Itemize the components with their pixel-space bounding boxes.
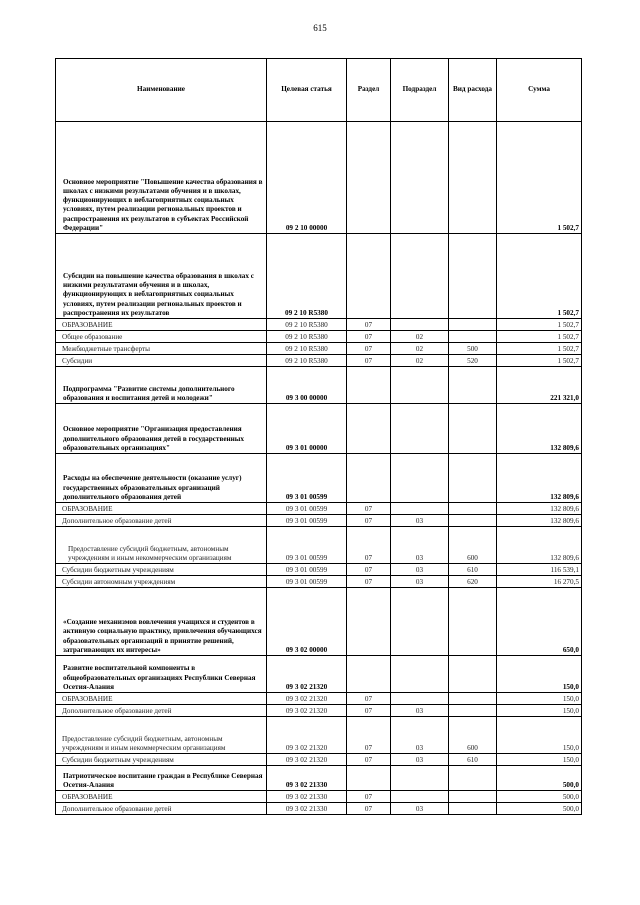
row-sum: 500,0 [497,791,582,803]
row-name: Дополнительное образование детей [56,515,267,527]
table-row [56,656,582,693]
table-header-row [56,59,582,122]
header-target-article: Целевая статья [267,59,347,122]
row-section: 07 [347,331,391,343]
row-sum: 650,0 [497,588,582,656]
row-sum: 150,0 [497,693,582,705]
row-target-article: 09 2 10 R5380 [267,319,347,331]
table-row [56,576,582,588]
row-section: 07 [347,564,391,576]
row-subsection: 02 [391,343,449,355]
row-sum: 1 502,7 [497,234,582,319]
row-target-article: 09 3 02 00000 [267,588,347,656]
row-section: 07 [347,803,391,815]
row-sum: 150,0 [497,754,582,766]
row-subsection: 03 [391,576,449,588]
table-row [56,355,582,367]
row-section [347,656,391,693]
row-section: 07 [347,343,391,355]
row-subsection [391,404,449,454]
row-expense-type: 610 [449,564,497,576]
row-subsection [391,122,449,234]
row-subsection: 02 [391,331,449,343]
row-name: Субсидии на повышение качества образования в школах с низкими результатами обучения и в школах, функционирующих в неблагоприятных социальных условиях, путем реализации региональных проектов и распространения их результатов [56,234,267,319]
table-row [56,234,582,319]
row-expense-type [449,122,497,234]
table-row [56,343,582,355]
header-section: Раздел [347,59,391,122]
row-sum: 132 809,6 [497,454,582,503]
row-name: Субсидии [56,355,267,367]
row-section: 07 [347,754,391,766]
row-name: ОБРАЗОВАНИЕ [56,693,267,705]
row-subsection: 03 [391,705,449,717]
row-name: Патриотическое воспитание граждан в Республике Северная Осетия-Алания [56,766,267,791]
row-section [347,122,391,234]
table-row [56,404,582,454]
row-subsection [391,319,449,331]
row-sum: 150,0 [497,705,582,717]
row-section [347,234,391,319]
row-subsection [391,656,449,693]
header-expense-type: Вид расхода [449,59,497,122]
row-sum: 132 809,6 [497,515,582,527]
row-name: Субсидии бюджетным учреждениям [56,754,267,766]
row-name: Расходы на обеспечение деятельности (оказание услуг) государственных образовательных организаций дополнительного образования детей [56,454,267,503]
row-target-article: 09 3 02 21320 [267,717,347,754]
row-target-article: 09 2 10 R5380 [267,343,347,355]
row-section: 07 [347,576,391,588]
row-sum: 1 502,7 [497,122,582,234]
table-row [56,331,582,343]
row-section: 07 [347,717,391,754]
row-expense-type [449,705,497,717]
row-section [347,588,391,656]
row-sum: 116 539,1 [497,564,582,576]
table-row [56,588,582,656]
row-expense-type [449,515,497,527]
row-section: 07 [347,693,391,705]
row-expense-type [449,803,497,815]
row-target-article: 09 3 01 00599 [267,503,347,515]
table-row [56,791,582,803]
row-target-article: 09 3 02 21330 [267,766,347,791]
table-body [56,122,582,815]
row-target-article: 09 3 02 21330 [267,803,347,815]
row-name: Межбюджетные трансферты [56,343,267,355]
row-sum: 500,0 [497,766,582,791]
row-subsection: 03 [391,754,449,766]
row-target-article: 09 2 10 R5380 [267,355,347,367]
row-name: ОБРАЗОВАНИЕ [56,503,267,515]
row-section: 07 [347,515,391,527]
budget-table [55,58,582,815]
row-section: 07 [347,791,391,803]
row-sum: 132 809,6 [497,527,582,564]
row-expense-type [449,791,497,803]
row-subsection [391,766,449,791]
row-name: «Создание механизмов вовлечения учащихся и студентов в активную социальную практику, привлечения обучающихся образовательных организаций в принятие решений, затрагивающих их интересы» [56,588,267,656]
row-target-article: 09 3 02 21320 [267,656,347,693]
row-section: 07 [347,503,391,515]
row-section [347,454,391,503]
row-sum: 500,0 [497,803,582,815]
row-name: ОБРАЗОВАНИЕ [56,319,267,331]
row-expense-type: 610 [449,754,497,766]
row-sum: 132 809,6 [497,503,582,515]
row-sum: 221 321,0 [497,367,582,404]
row-expense-type [449,319,497,331]
row-name: Предоставление субсидий бюджетным, автономным учреждениям и иным некоммерческим организациям [56,717,267,754]
row-sum: 1 502,7 [497,355,582,367]
table-row [56,717,582,754]
row-target-article: 09 3 02 21330 [267,791,347,803]
row-target-article: 09 3 01 00599 [267,564,347,576]
table-row [56,367,582,404]
row-section: 07 [347,319,391,331]
row-expense-type [449,454,497,503]
row-subsection: 03 [391,564,449,576]
header-subsection: Подраздел [391,59,449,122]
row-target-article: 09 3 02 21320 [267,754,347,766]
row-expense-type [449,234,497,319]
row-sum: 1 502,7 [497,319,582,331]
header-name: Наименование [56,59,267,122]
row-name: Общее образование [56,331,267,343]
row-subsection: 03 [391,803,449,815]
row-expense-type [449,503,497,515]
row-target-article: 09 3 01 00599 [267,515,347,527]
row-subsection: 03 [391,527,449,564]
row-target-article: 09 3 01 00599 [267,527,347,564]
row-section: 07 [347,355,391,367]
table-row [56,766,582,791]
row-subsection: 02 [391,355,449,367]
row-name: Субсидии автономным учреждениям [56,576,267,588]
page-number: 615 [313,23,327,33]
row-target-article: 09 3 01 00599 [267,454,347,503]
header-sum: Сумма [497,59,582,122]
row-expense-type [449,588,497,656]
row-sum: 132 809,6 [497,404,582,454]
row-target-article: 09 3 00 00000 [267,367,347,404]
row-subsection: 03 [391,515,449,527]
row-subsection [391,454,449,503]
row-target-article: 09 3 02 21320 [267,693,347,705]
row-section [347,404,391,454]
row-name: Предоставление субсидий бюджетным, автономным учреждениям и иным некоммерческим организациям [56,527,267,564]
table-row [56,319,582,331]
row-section: 07 [347,705,391,717]
row-sum: 150,0 [497,717,582,754]
table-row [56,564,582,576]
row-expense-type: 620 [449,576,497,588]
row-target-article: 09 3 02 21320 [267,705,347,717]
row-subsection [391,234,449,319]
row-name: Субсидии бюджетным учреждениям [56,564,267,576]
row-expense-type [449,404,497,454]
row-section [347,766,391,791]
row-target-article: 09 2 10 R5380 [267,234,347,319]
row-name: Основное мероприятие "Организация предоставления дополнительного образования детей в государственных образовательных организациях" [56,404,267,454]
table-row [56,515,582,527]
row-section: 07 [347,527,391,564]
row-target-article: 09 2 10 R5380 [267,331,347,343]
table-row [56,754,582,766]
row-expense-type [449,367,497,404]
row-sum: 1 502,7 [497,331,582,343]
row-name: ОБРАЗОВАНИЕ [56,791,267,803]
row-sum: 16 270,5 [497,576,582,588]
row-target-article: 09 3 01 00599 [267,576,347,588]
table-row [56,803,582,815]
table-row [56,503,582,515]
row-name: Подпрограмма "Развитие системы дополнительного образования и воспитания детей и молодежи" [56,367,267,404]
row-subsection: 03 [391,717,449,754]
row-name: Основное мероприятие "Повышение качества образования в школах с низкими результатами обучения и в школах, функционирующих в неблагоприятных социальных условиях, путем реализации региональных проектов и распространения их результатов в субъектах Российской Федерации" [56,122,267,234]
row-expense-type [449,331,497,343]
row-name: Дополнительное образование детей [56,803,267,815]
row-subsection [391,367,449,404]
row-subsection [391,503,449,515]
row-expense-type [449,693,497,705]
row-expense-type: 600 [449,527,497,564]
row-name: Дополнительное образование детей [56,705,267,717]
row-subsection [391,791,449,803]
row-subsection [391,693,449,705]
row-expense-type: 500 [449,343,497,355]
row-name: Развитие воспитательной компоненты в общеобразовательных организациях Республики Северная Осетия-Алания [56,656,267,693]
row-expense-type: 520 [449,355,497,367]
table-row [56,705,582,717]
row-expense-type [449,766,497,791]
row-target-article: 09 2 10 00000 [267,122,347,234]
table-row [56,527,582,564]
row-subsection [391,588,449,656]
row-sum: 150,0 [497,656,582,693]
table-row [56,454,582,503]
row-expense-type [449,656,497,693]
row-expense-type: 600 [449,717,497,754]
table-row [56,122,582,234]
row-section [347,367,391,404]
table-row [56,693,582,705]
row-target-article: 09 3 01 00000 [267,404,347,454]
row-sum: 1 502,7 [497,343,582,355]
